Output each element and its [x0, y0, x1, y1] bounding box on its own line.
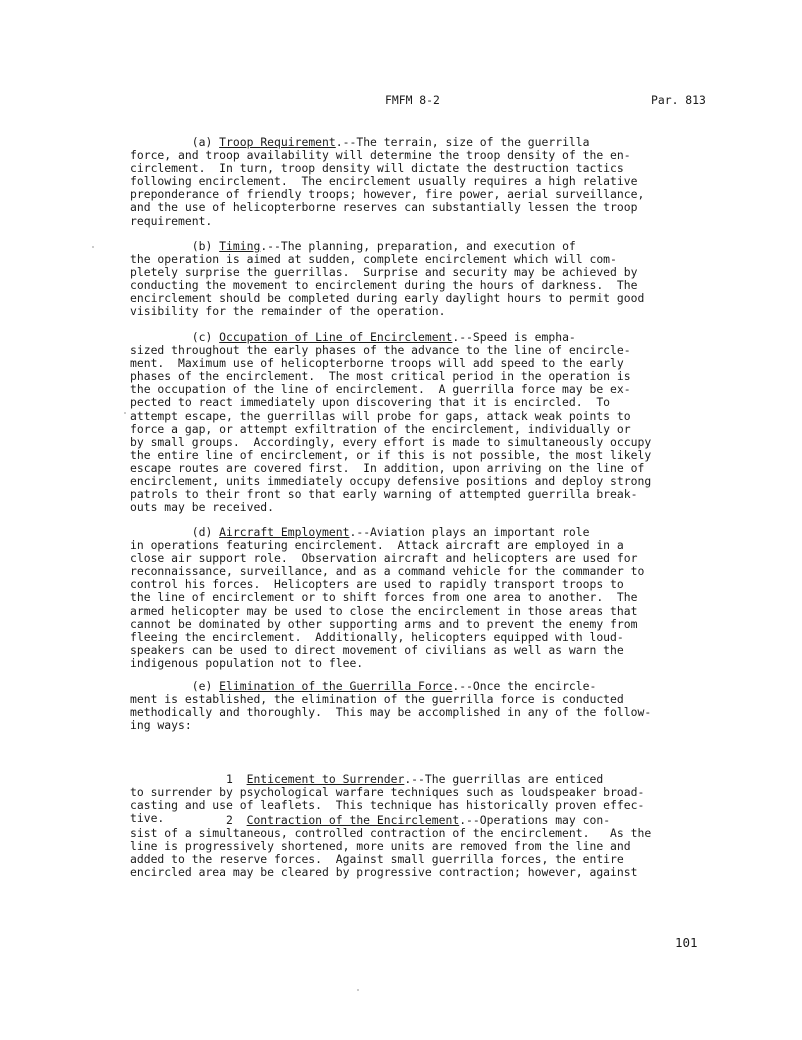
text-line: conducting the movement to encirclement during the hours of darkness. The — [130, 278, 638, 293]
paragraph-lead-text: .--The planning, preparation, and execution of — [260, 239, 576, 253]
text-line: requirement. — [130, 213, 213, 228]
paragraph-title: Timing — [219, 239, 261, 253]
paragraph-label: (b) — [191, 239, 220, 253]
text-line: following encirclement. The encirclement usually requires a high relative — [130, 174, 638, 189]
paragraph-title: Contraction of the Encirclement — [246, 813, 460, 827]
text-line: control his forces. Helicopters are used to rapidly transport troops to — [130, 577, 624, 592]
paragraph-lead-text: .--Aviation plays an important role — [349, 525, 590, 539]
paragraph-indent — [130, 135, 192, 149]
text-line: the operation is aimed at sudden, complete encirclement which will com- — [130, 252, 617, 267]
text-line: ment is established, the elimination of the guerrilla force is conducted — [130, 692, 624, 707]
text-line: the entire line of encirclement, or if this is not possible, the most likely — [130, 447, 652, 462]
text-line: sist of a simultaneous, controlled contraction of the encirclement. As the — [130, 826, 652, 841]
text-line: outs may be received. — [130, 500, 275, 515]
text-line: to surrender by psychological warfare techniques such as loudspeaker broad- — [130, 785, 645, 800]
paragraph-title: Enticement to Surrender — [246, 772, 405, 786]
paragraph-indent — [130, 330, 192, 344]
paragraph-indent — [130, 772, 226, 786]
page-number: 101 — [675, 935, 698, 950]
text-line: added to the reserve forces. Against small guerrilla forces, the entire — [130, 852, 624, 867]
text-line: tive. — [130, 811, 165, 826]
text-line: speakers can be used to direct movement of civilians as well as warn the — [130, 642, 624, 657]
scan-speck — [92, 246, 94, 248]
text-line: attempt escape, the guerrillas will probe for gaps, attack weak points to — [130, 408, 631, 423]
text-line: escape routes are covered first. In addition, upon arriving on the line of — [130, 460, 645, 475]
paragraph-label: (d) — [191, 525, 220, 539]
text-line: pected to react immediately upon discovering that it is encircled. To — [130, 395, 611, 410]
text-line: methodically and thoroughly. This may be accomplished in any of the follow- — [130, 705, 652, 720]
text-line: encirclement, units immediately occupy defensive positions and deploy strong — [130, 474, 652, 489]
text-line: ment. Maximum use of helicopterborne troops will add speed to the early — [130, 356, 624, 371]
text-line: the occupation of the line of encirclement. A guerrilla force may be ex- — [130, 382, 631, 397]
text-line: pletely surprise the guerrillas. Surprise and security may be achieved by — [130, 265, 638, 280]
text-line: in operations featuring encirclement. Attack aircraft are employed in a — [130, 538, 624, 553]
paragraph-indent — [130, 679, 192, 693]
text-line: line is progressively shortened, more units are removed from the line and — [130, 839, 631, 854]
paragraph-label: (e) — [191, 679, 220, 693]
paragraph-label: (a) — [191, 135, 220, 149]
paragraph — [130, 680, 720, 732]
text-line: close air support role. Observation aircraft and helicopters are used for — [130, 551, 638, 566]
text-line: and the use of helicopterborne reserves can substantially lessen the troop — [130, 200, 638, 215]
paragraph-indent — [130, 239, 192, 253]
paragraph — [130, 526, 720, 670]
paragraph-title: Occupation of Line of Encirclement — [219, 330, 453, 344]
text-line: preponderance of friendly troops; however, fire power, aerial surveillance, — [130, 187, 645, 202]
paragraph-lead-text: .--The terrain, size of the guerrilla — [335, 135, 590, 149]
paragraph-lead-text: .--The guerrillas are enticed — [404, 772, 604, 786]
paragraph-indent — [130, 813, 226, 827]
text-line: encircled area may be cleared by progressive contraction; however, against — [130, 865, 638, 880]
paragraph-label: 1 — [226, 772, 247, 786]
paragraph-title: Troop Requirement — [219, 135, 336, 149]
text-line: the line of encirclement or to shift forces from one area to another. The — [130, 590, 638, 605]
paragraph — [130, 331, 720, 514]
header-paragraph-ref: Par. 813 — [651, 93, 706, 107]
text-line: by small groups. Accordingly, every effort is made to simultaneously occupy — [130, 434, 652, 449]
paragraph-lead-text: .--Once the encircle- — [452, 679, 597, 693]
text-line: patrols to their front so that early warning of attempted guerrilla break- — [130, 487, 638, 502]
text-line: force a gap, or attempt exfiltration of the encirclement, individually or — [130, 421, 631, 436]
text-line: circlement. In turn, troop density will dictate the destruction tactics — [130, 161, 624, 176]
paragraph-label: 2 — [226, 813, 247, 827]
scan-speck — [357, 989, 359, 991]
text-line: fleeing the encirclement. Additionally, helicopters equipped with loud- — [130, 629, 624, 644]
text-line: cannot be dominated by other supporting arms and to prevent the enemy from — [130, 616, 638, 631]
text-line: armed helicopter may be used to close the encirclement in those areas that — [130, 603, 638, 618]
scan-speck — [124, 412, 126, 414]
header-manual-id: FMFM 8-2 — [385, 93, 440, 107]
text-line: ing ways: — [130, 718, 192, 733]
paragraph-title: Elimination of the Guerrilla Force — [219, 679, 453, 693]
text-line: force, and troop availability will determine the troop density of the en- — [130, 148, 631, 163]
text-line: indigenous population not to flee. — [130, 655, 364, 670]
paragraph-lead-text: .--Speed is empha- — [452, 330, 576, 344]
paragraph — [130, 136, 720, 228]
text-line: phases of the encirclement. The most critical period in the operation is — [130, 369, 631, 384]
text-line: casting and use of leaflets. This technique has historically proven effec- — [130, 798, 645, 813]
text-line: visibility for the remainder of the operation. — [130, 304, 446, 319]
paragraph-label: (c) — [191, 330, 220, 344]
paragraph — [130, 240, 720, 319]
text-line: encirclement should be completed during early daylight hours to permit good — [130, 291, 645, 306]
paragraph-indent — [130, 525, 192, 539]
text-line: sized throughout the early phases of the advance to the line of encircle- — [130, 343, 631, 358]
paragraph-title: Aircraft Employment — [219, 525, 350, 539]
paragraph — [130, 811, 720, 880]
paragraph-lead-text: .--Operations may con- — [459, 813, 611, 827]
text-line: reconnaissance, surveillance, and as a command vehicle for the commander to — [130, 564, 645, 579]
